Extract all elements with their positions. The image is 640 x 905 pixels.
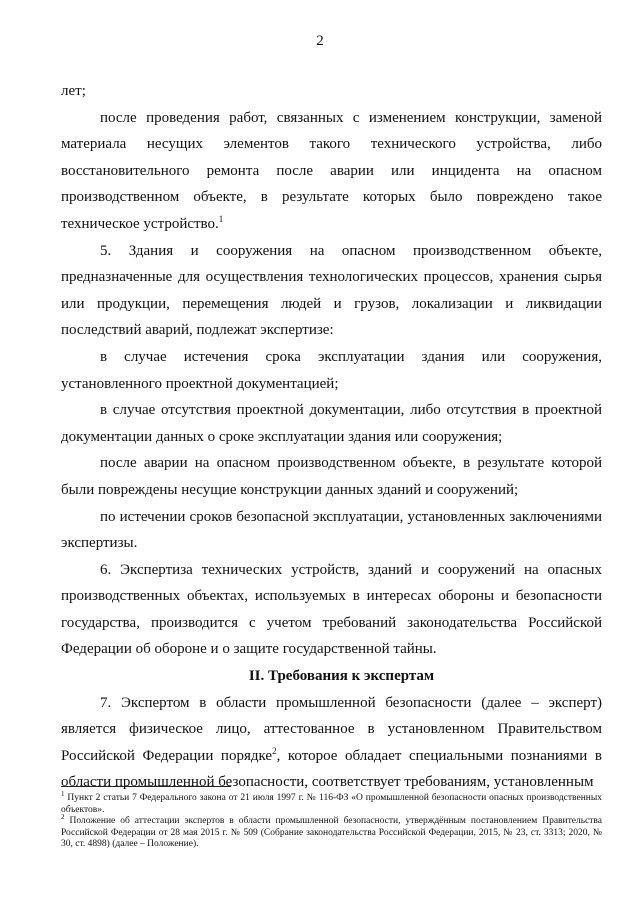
paragraph-5: 5. Здания и сооружения на опасном производственном объекте, предназначенные для осуществления технологических процессов, хранения сырья или продукции, перемещения людей и грузов, локализации и ликвидации последствий аварий, подлежат экспертизе: (61, 242, 602, 339)
list-item-safe-operation: по истечении сроков безопасной эксплуатации, установленных заключениями экспертизы. (61, 508, 602, 552)
footnote-2 (61, 813, 602, 851)
footnote-reference: 1 (218, 213, 224, 224)
document-body (61, 78, 602, 796)
footnote-text: Пункт 2 статьи 7 Федерального закона от 21 июля 1997 г. № 116-ФЗ «О промышленной безопасности опасных производственных объектов». (61, 793, 602, 815)
footnote-1 (61, 790, 602, 816)
list-item-service-life: в случае истечения срока эксплуатации здания или сооружения, установленного проектной документацией; (61, 348, 602, 392)
paragraph-text: после проведения работ, связанных с изменением конструкции, заменой материала несущих элементов такого технического устройства, либо восстановительного ремонта после аварии или инцидента на опасном производственном объекте, в результате которых было повреждено такое техническое устройство. (61, 109, 602, 232)
paragraph-continuation: лет; (61, 83, 86, 99)
paragraph-text: , которое обладает специальными познаниями в области промышленной безопасности, соответствует требованиям, установленным (61, 747, 602, 791)
footnote-text: Положение об аттестации экспертов в области промышленной безопасности, утверждённым постановлением Правительства Российской Федерации от 28 мая 2015 г. № 509 (Собрание законодательства Российской Федерации, 2015, № 23, ст. 3313; 2020, № 30, ст. 4898) (далее – Положение). (61, 816, 602, 850)
footnote-mark: 2 (61, 813, 65, 822)
paragraph-6: 6. Экспертиза технических устройств, зданий и сооружений на опасных производственных объектах, используемых в интересах обороны и безопасности государства, производится с учетом требований законодательства Российской Федерации об обороне и о защите государственной тайны. (61, 561, 602, 658)
footnotes (61, 790, 602, 851)
paragraph-7 (61, 690, 602, 796)
footnote-mark: 1 (61, 790, 65, 798)
footnote-separator (61, 786, 231, 787)
paragraph-repair-item (61, 105, 602, 238)
footnote-reference: 2 (272, 745, 277, 756)
list-item-no-documentation: в случае отсутствия проектной документации, либо отсутствия в проектной документации данных о сроке эксплуатации здания или сооружения; (61, 402, 602, 445)
list-item-after-accident: после аварии на опасном производственном объекте, в результате которой были повреждены несущие конструкции данных зданий и сооружений; (61, 455, 602, 498)
section-heading: II. Требования к экспертам (248, 668, 435, 685)
page-number: 2 (316, 33, 324, 49)
paragraph-text: 7. Экспертом в области промышленной безопасности (далее – эксперт) является физическое лицо, аттестованное в установленном Правительством Российской Федерации порядке (61, 694, 602, 764)
